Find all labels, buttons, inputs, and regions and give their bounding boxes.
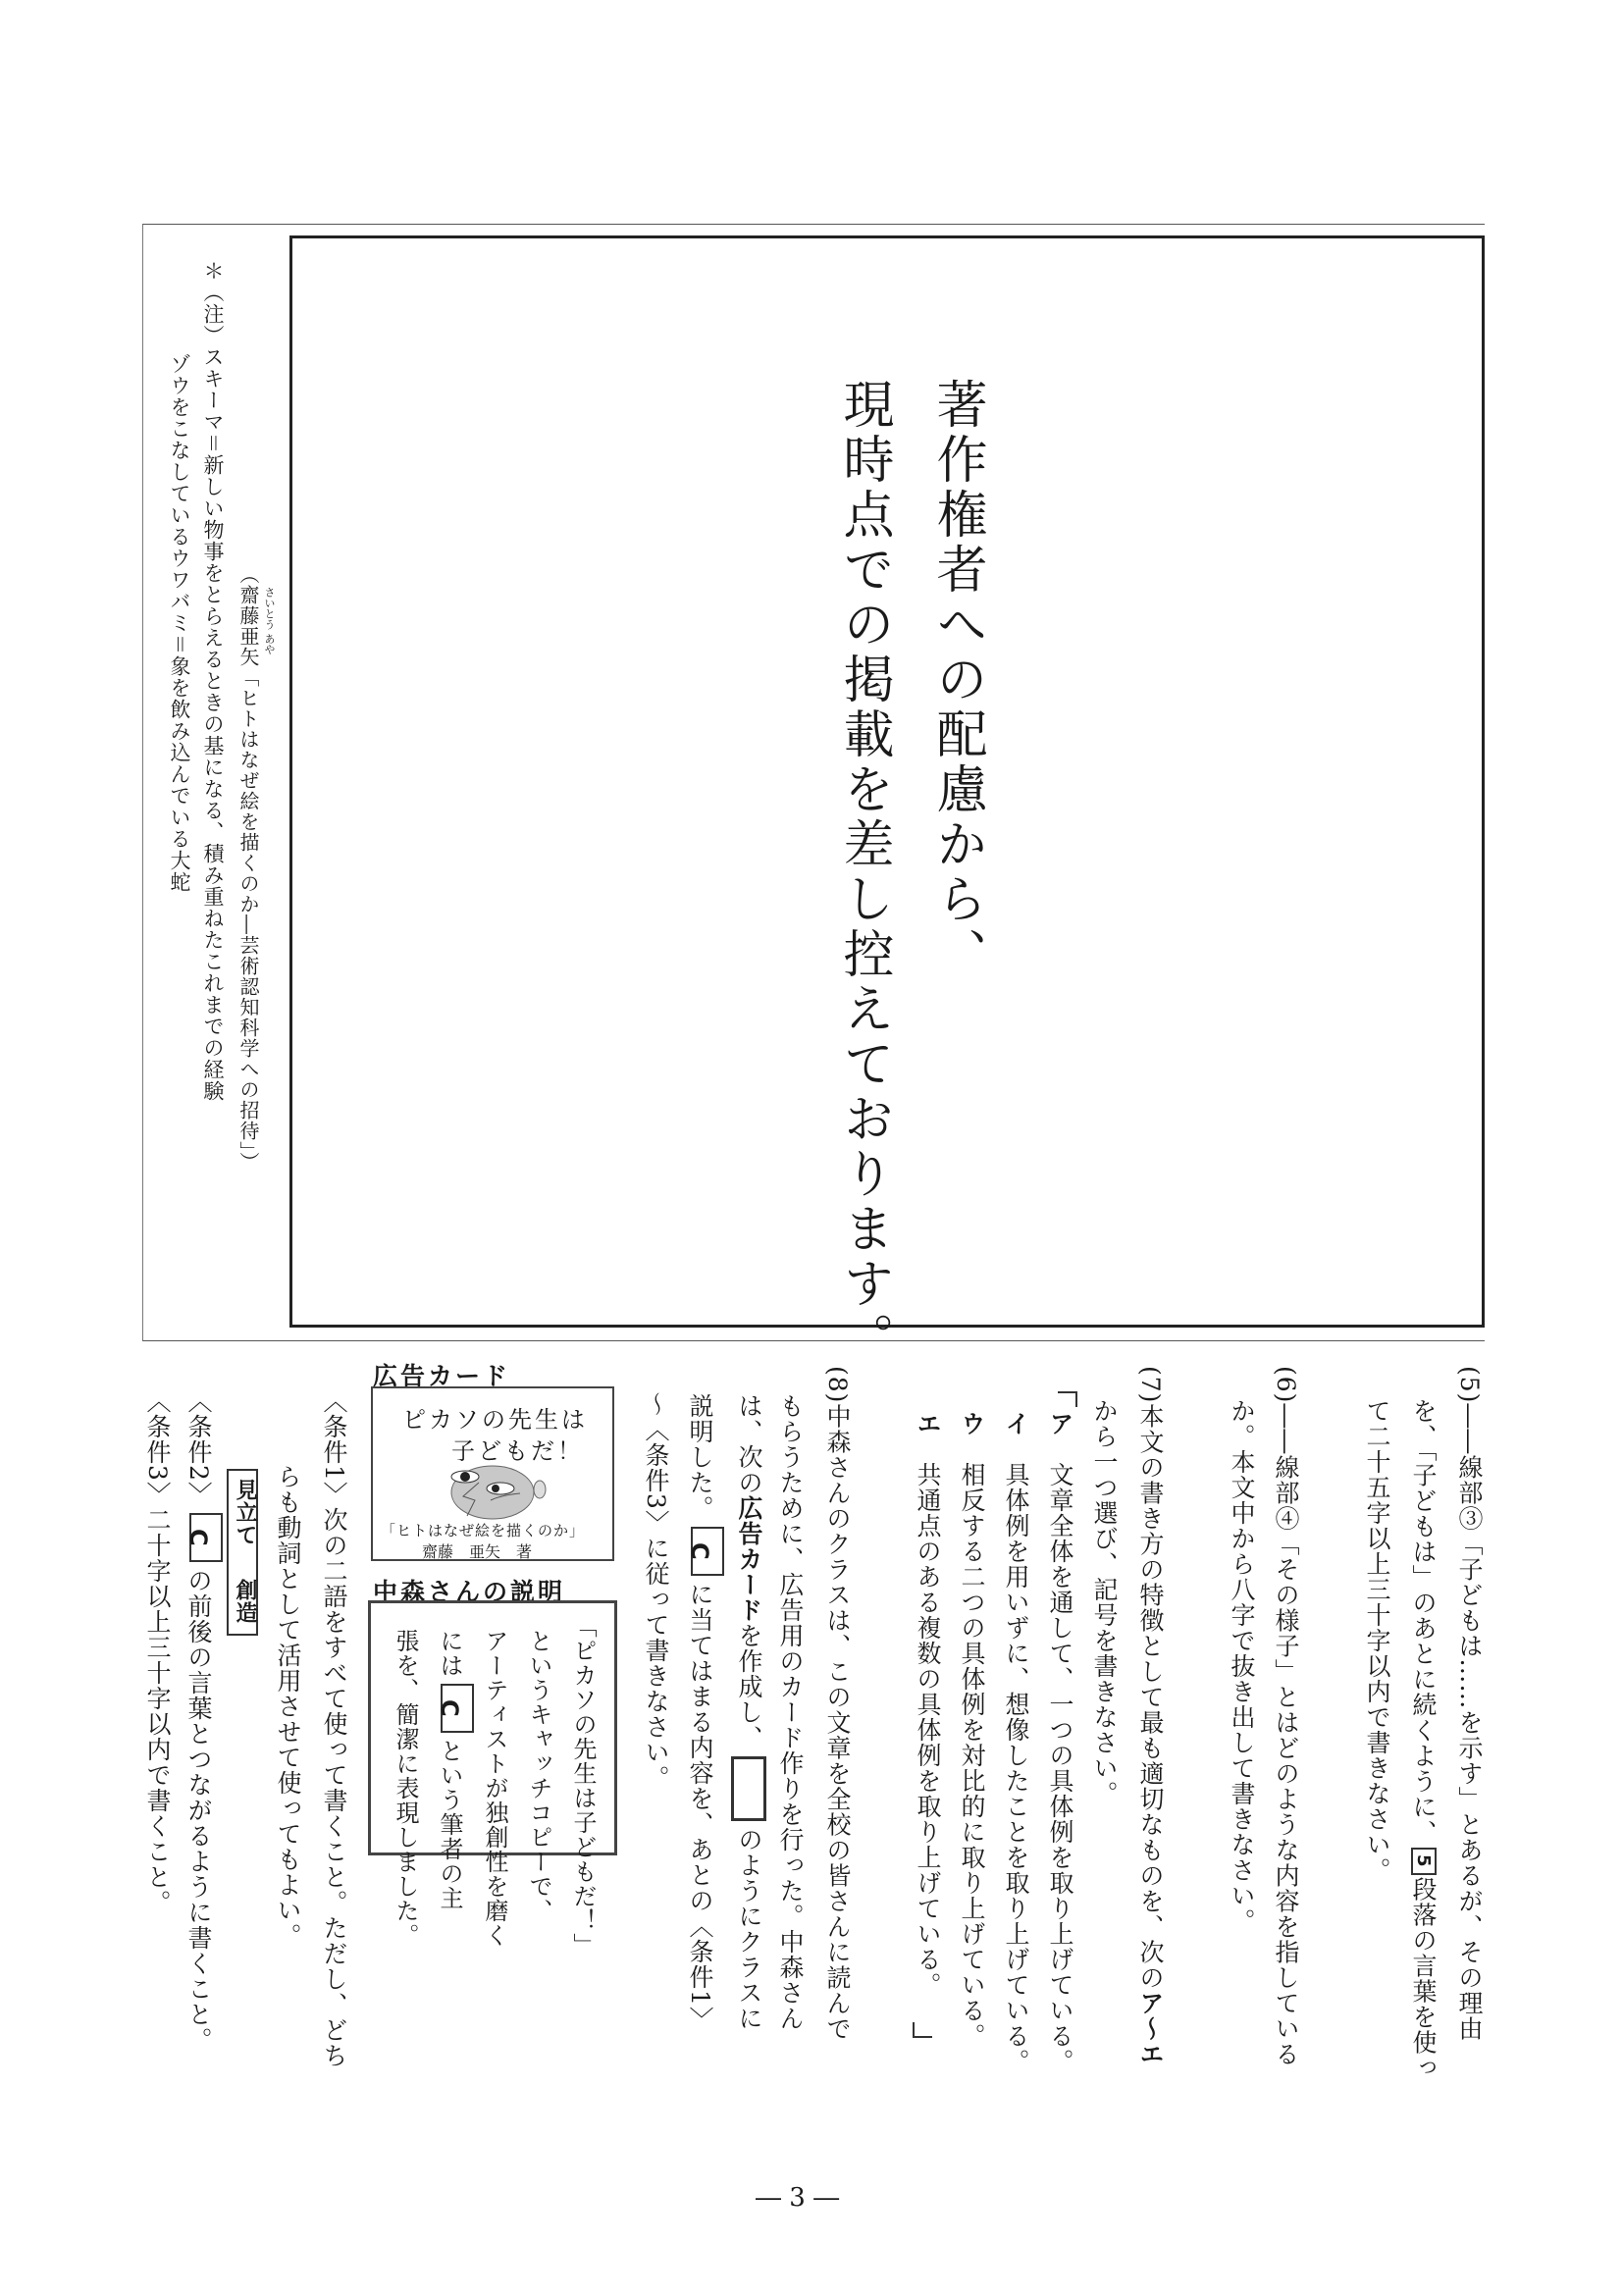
explanation-line1: 「ピカソの先生は子どもだ！」 — [569, 1614, 597, 1957]
q8-line1 — [822, 1366, 852, 2041]
notes-marker: ＊（注） — [201, 260, 225, 346]
q6-text: ――線部④「その様子」とはどのような内容を指している — [1272, 1403, 1300, 2067]
condition-2-text: の前後の言葉とつながるように書くこと。 — [184, 1567, 213, 2053]
choice-e[interactable] — [913, 1411, 942, 1998]
keyword-souzou: 創造 — [233, 1579, 257, 1624]
paragraph-number-box: 5 — [1411, 1848, 1437, 1875]
q8-text: 説明した。 — [686, 1393, 714, 1521]
q8-text: を作成し、 — [735, 1623, 763, 1750]
choice-text: 文章全体を通して、一つの具体例を取り上げている。 — [1046, 1462, 1074, 2074]
choice-text: 共通点のある複数の具体例を取り上げている。 — [914, 1462, 942, 1998]
q5-text: を、「子どもは」のあとに続くように、 — [1409, 1398, 1438, 1846]
choice-label: ウ — [958, 1411, 986, 1436]
q6-number: (6) — [1272, 1366, 1300, 1404]
choice-label: エ — [914, 1411, 942, 1436]
q8-text: は、次の — [735, 1393, 763, 1495]
choice-u[interactable] — [957, 1411, 986, 2049]
choice-bracket-top — [1058, 1391, 1077, 1393]
q8-line5: 〜〈条件3〉に従って書きなさい。 — [642, 1391, 670, 1791]
ad-card-heading: 広告カード — [373, 1362, 511, 1390]
explanation-text: という筆者の主 — [436, 1739, 463, 1910]
blank-c-box: C — [691, 1527, 724, 1576]
explanation-line2: というキャッチコピーで、 — [525, 1629, 552, 1923]
citation-ruby: さいとう あや — [263, 587, 276, 655]
choice-text: 相反する二つの具体例を対比的に取り上げている。 — [958, 1462, 986, 2049]
condition-2-label: 〈条件2〉 — [184, 1388, 213, 1507]
picasso-face-illustration — [442, 1463, 550, 1520]
blank-box — [731, 1756, 766, 1821]
choice-bracket-bottom — [913, 2022, 915, 2038]
q7-range: ア〜エ — [1136, 1990, 1165, 2067]
condition-1: 〈条件1〉次の二語をすべて使って書くこと。ただし、どち — [320, 1388, 348, 2068]
q8-number: (8) — [823, 1366, 852, 1404]
q8-text: に当てはまる内容を、あとの〈条件1〉 — [686, 1582, 714, 2032]
choice-label: イ — [1002, 1411, 1030, 1436]
ad-author: 齋藤 亜矢 著 — [422, 1542, 533, 1561]
ad-catch-line2: 子どもだ！ — [451, 1437, 584, 1465]
q6-line1 — [1271, 1366, 1300, 2066]
ad-catch-line1: ピカソの先生は — [402, 1406, 588, 1434]
choice-a[interactable] — [1045, 1411, 1074, 2074]
q8-text: 中森さんのクラスは、この文章を全校の皆さんに読んで — [823, 1403, 852, 2042]
blank-c-box: C — [189, 1513, 223, 1562]
choice-text: 具体例を用いずに、想像したことを取り上げている。 — [1002, 1462, 1030, 2074]
condition-3: 〈条件3〉二十字以上三十字以内で書くこと。 — [143, 1388, 172, 1915]
copyright-notice-line1: 著作権者への配慮から、 — [927, 378, 986, 982]
explanation-line5: 張を、簡潔に表現しました。 — [392, 1629, 419, 1948]
q7-text: 本文の書き方の特徴として最も適切なものを、次の — [1136, 1403, 1165, 1991]
explanation-line4 — [436, 1629, 474, 1910]
copyright-notice-line2: 現時点での掲載を差し控えております。 — [834, 378, 893, 1367]
notes-line1 — [200, 260, 226, 1102]
note-schema: スキーマ＝新しい物事をとらえるときの基になる、積み重ねたこれまでの経験 — [201, 346, 225, 1102]
explanation-text: には — [436, 1629, 463, 1678]
condition-2 — [183, 1388, 223, 2053]
q8-line2: もらうために、広告用のカード作りを行った。中森さん — [776, 1393, 805, 2031]
condition-1-cont: らも動詞として活用させて使ってもよい。 — [274, 1464, 302, 1949]
ad-card — [371, 1386, 614, 1561]
keyword-mitate: 見立て — [233, 1479, 257, 1546]
q5-text: 段落の言葉を使っ — [1409, 1876, 1438, 2081]
q5-text: ――線部③「子どもは……を示す」とあるが、その理由 — [1455, 1403, 1484, 2042]
ad-card-ref: 広告カード — [735, 1495, 763, 1623]
keywords-box — [227, 1469, 258, 1636]
choice-label: ア — [1046, 1411, 1074, 1436]
explanation-line3: アーティストが独創性を磨く — [481, 1629, 508, 1948]
q5-line3: て二十五字以上三十字以内で書きなさい。 — [1363, 1398, 1391, 1883]
choice-bracket-top — [1075, 1391, 1077, 1407]
q8-line4 — [685, 1393, 724, 2032]
citation: （齋藤亜矢「ヒトはなぜ絵を描くのか―芸術認知科学への招待」） — [236, 564, 260, 1173]
explanation-heading: 中森さんの説明 — [373, 1578, 566, 1606]
q7-line1 — [1135, 1366, 1165, 2066]
q5-line2 — [1408, 1398, 1438, 2081]
page-number: ― 3 ― — [756, 2183, 840, 2213]
blank-c-box: C — [441, 1684, 474, 1733]
choice-bracket-bottom — [913, 2036, 932, 2038]
notes-line2: ゾウをこなしているウワバミ＝象を飲み込んでいる大蛇 — [168, 353, 191, 893]
choice-i[interactable] — [1001, 1411, 1030, 2074]
q5-line1 — [1454, 1366, 1484, 2041]
q6-line2: か。本文中から八字で抜き出して書きなさい。 — [1228, 1398, 1256, 1934]
q5-number: (5) — [1455, 1366, 1484, 1404]
ad-book-title: 「ヒトはなぜ絵を描くのか」 — [381, 1522, 586, 1539]
q7-line2: から一つ選び、記号を書きなさい。 — [1090, 1398, 1119, 1806]
q8-line3 — [731, 1393, 766, 2031]
q7-number: (7) — [1136, 1366, 1165, 1404]
q8-text: のようにクラスに — [735, 1827, 763, 2031]
